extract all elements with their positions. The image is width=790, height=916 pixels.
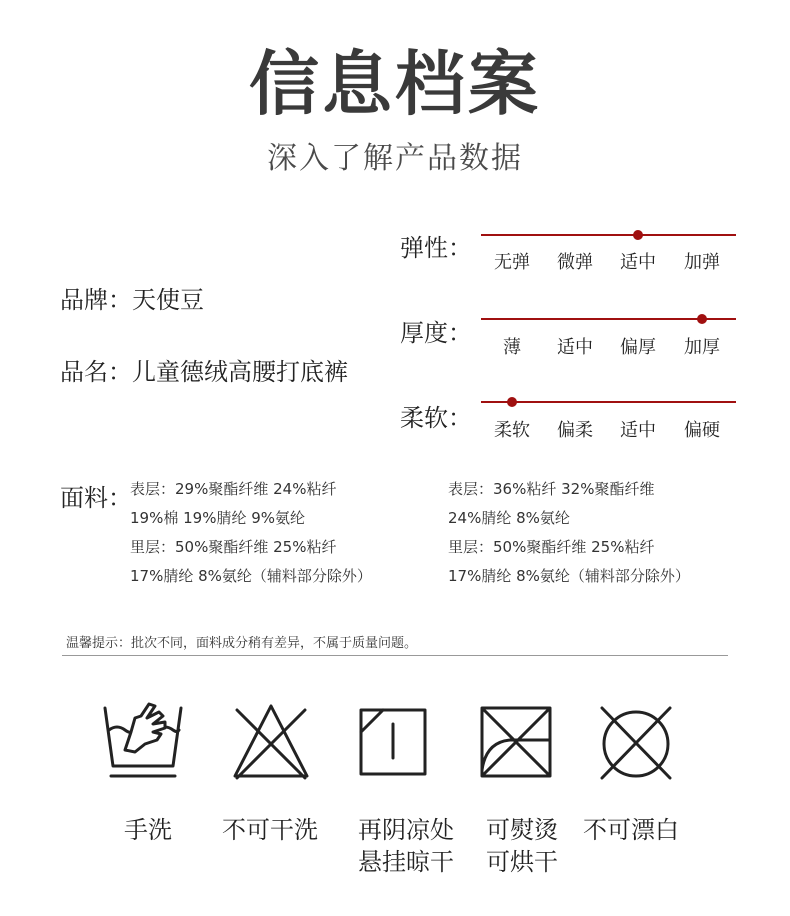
brand-label: 品牌： bbox=[60, 286, 132, 314]
page-subtitle: 深入了解产品数据 bbox=[267, 141, 523, 176]
softness-scale-marker bbox=[507, 397, 517, 407]
hand-wash-label: 手洗 bbox=[124, 816, 172, 844]
no-dry-clean-icon bbox=[229, 700, 313, 784]
fabric-right-line: 里层：50%聚酯纤维 25%粘纤 bbox=[448, 538, 655, 556]
thickness-option: 加厚 bbox=[684, 337, 720, 358]
shade-dry-label: 再阴凉处 悬挂晾干 bbox=[358, 816, 454, 876]
fabric-left-line: 里层：50%聚酯纤维 25%粘纤 bbox=[130, 538, 337, 556]
product-name-row bbox=[60, 352, 348, 387]
shade-dry-icon bbox=[355, 700, 439, 784]
hand-wash-icon bbox=[101, 700, 185, 784]
iron-tumble-dry-icon bbox=[476, 700, 560, 784]
fabric-right-line: 17%腈纶 8%氨纶（辅料部分除外） bbox=[448, 567, 690, 585]
softness-option: 柔软 bbox=[494, 420, 530, 441]
thickness-option: 薄 bbox=[503, 337, 521, 358]
no-bleach-icon bbox=[596, 700, 680, 784]
softness-option: 偏柔 bbox=[557, 420, 593, 441]
brand-row bbox=[60, 280, 204, 315]
thickness-scale-marker bbox=[697, 314, 707, 324]
page-title: 信息档案 bbox=[249, 43, 541, 125]
elasticity-option: 加弹 bbox=[684, 252, 720, 273]
no-dry-clean-label: 不可干洗 bbox=[222, 816, 318, 844]
fabric-label: 面料： bbox=[60, 484, 132, 512]
no-bleach-label: 不可漂白 bbox=[583, 816, 679, 844]
fabric-left-line: 19%棉 19%腈纶 9%氨纶 bbox=[130, 509, 306, 527]
elasticity-option: 微弹 bbox=[557, 252, 593, 273]
fabric-left-line: 17%腈纶 8%氨纶（辅料部分除外） bbox=[130, 567, 372, 585]
thickness-option: 偏厚 bbox=[620, 337, 656, 358]
fabric-right-line: 表层：36%粘纤 32%聚酯纤维 bbox=[448, 480, 655, 498]
elasticity-option: 无弹 bbox=[494, 252, 530, 273]
iron-tumble-dry-label: 可熨烫 可烘干 bbox=[486, 816, 558, 876]
quality-tip: 温馨提示：批次不同，面料成分稍有差异，不属于质量问题。 bbox=[66, 636, 418, 651]
softness-option: 偏硬 bbox=[684, 420, 720, 441]
softness-label: 柔软： bbox=[400, 404, 472, 432]
softness-option: 适中 bbox=[620, 420, 656, 441]
divider bbox=[62, 655, 728, 656]
fabric-left-line: 表层：29%聚酯纤维 24%粘纤 bbox=[130, 480, 337, 498]
softness-scale-line bbox=[481, 401, 736, 403]
fabric-right-line: 24%腈纶 8%氨纶 bbox=[448, 509, 570, 527]
thickness-label: 厚度： bbox=[400, 319, 472, 347]
elasticity-scale-marker bbox=[633, 230, 643, 240]
elasticity-option: 适中 bbox=[620, 252, 656, 273]
elasticity-scale-line bbox=[481, 234, 736, 236]
product-name-label: 品名： bbox=[60, 358, 132, 386]
elasticity-label: 弹性： bbox=[400, 234, 472, 262]
product-name-value: 儿童德绒高腰打底裤 bbox=[132, 358, 348, 386]
brand-value: 天使豆 bbox=[132, 286, 204, 314]
thickness-option: 适中 bbox=[557, 337, 593, 358]
